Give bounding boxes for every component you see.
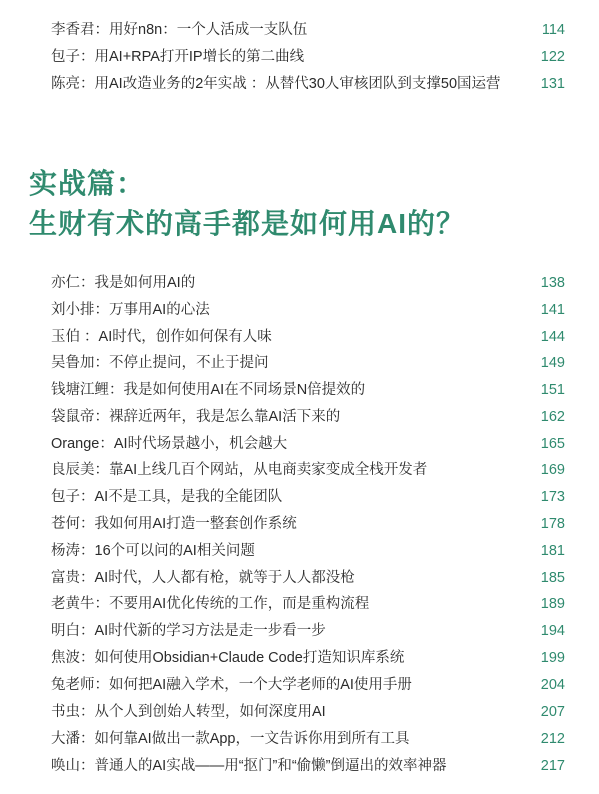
toc-entry-title: 明白：AI时代新的学习方法是走一步看一步 <box>51 623 326 639</box>
toc-entry-title: 杨涛：16个可以问的AI相关问题 <box>51 543 255 559</box>
toc-entry[interactable] <box>0 404 599 430</box>
toc-entry[interactable] <box>0 538 599 564</box>
toc-entry-page: 204 <box>540 677 565 693</box>
toc-entry-page: 114 <box>541 22 565 38</box>
toc-entry[interactable] <box>0 484 599 510</box>
toc-entry-title: 良辰美：靠AI上线几百个网站，从电商卖家变成全栈开发者 <box>51 462 428 478</box>
toc-entry[interactable] <box>0 565 599 591</box>
toc-entry-title: 苍何：我如何用AI打造一整套创作系统 <box>51 516 297 532</box>
toc-entry-page: 131 <box>540 76 565 92</box>
toc-entry-title: 亦仁：我是如何用AI的 <box>51 275 196 291</box>
toc-entry[interactable] <box>0 44 599 70</box>
toc-entry-page: 199 <box>540 650 565 666</box>
toc-entry[interactable] <box>0 71 599 97</box>
toc-entry-page: 212 <box>540 731 565 747</box>
toc-entry-page: 185 <box>540 570 565 586</box>
toc-entry[interactable] <box>0 591 599 617</box>
toc-entry-title: 玉伯 ：AI时代，创作如何保有人味 <box>51 329 272 345</box>
toc-entry-page: 144 <box>540 329 565 345</box>
toc-entry-title: 书虫：从个人到创始人转型，如何深度用AI <box>51 704 326 720</box>
toc-entry[interactable] <box>0 753 599 779</box>
section-heading-line1: 实战篇： <box>29 168 146 199</box>
toc-entry-page: 165 <box>540 436 565 452</box>
toc-entry-page: 189 <box>540 596 565 612</box>
toc-entry-title: 大潘：如何靠AI做出一款App，一文告诉你用到所有工具 <box>51 731 410 747</box>
toc-entry[interactable] <box>0 645 599 671</box>
toc-entry-title: Orange：AI时代场景越小，机会越大 <box>51 436 288 452</box>
toc-entry[interactable] <box>0 324 599 350</box>
section-heading-line2: 生财有术的高手都是如何用AI的？ <box>29 208 466 239</box>
toc-entry-title: 包子：AI不是工具，是我的全能团队 <box>51 489 283 505</box>
toc-entry-title: 吴鲁加：不停止提问，不止于提问 <box>51 355 269 371</box>
toc-entry-title: 陈亮：用AI改造业务的2年实战 ：从替代30人审核团队到支撑50国运营 <box>51 76 501 92</box>
toc-entry-page: 162 <box>540 409 565 425</box>
toc-entry-page: 138 <box>540 275 565 291</box>
toc-entry-title: 包子：用AI+RPA打开IP增长的第二曲线 <box>51 49 305 65</box>
toc-entry-page: 122 <box>540 49 565 65</box>
toc-entry[interactable] <box>0 17 599 43</box>
toc-entry-page: 141 <box>540 302 565 318</box>
toc-entry-title: 刘小排：万事用AI的心法 <box>51 302 210 318</box>
toc-entry-title: 袋鼠帝：裸辞近两年，我是怎么靠AI活下来的 <box>51 409 341 425</box>
toc-entry[interactable] <box>0 457 599 483</box>
toc-entry-title: 兔老师：如何把AI融入学术，一个大学老师的AI使用手册 <box>51 677 412 693</box>
toc-entry-title: 钱塘江鲤：我是如何使用AI在不同场景N倍提效的 <box>51 382 366 398</box>
toc-entry-title: 焦波：如何使用Obsidian+Claude Code打造知识库系统 <box>51 650 405 666</box>
toc-entry-page: 217 <box>540 758 565 774</box>
toc-entry[interactable] <box>0 511 599 537</box>
toc-entry-page: 207 <box>540 704 565 720</box>
toc-entry-page: 169 <box>540 462 565 478</box>
toc-entry-page: 178 <box>540 516 565 532</box>
toc-entry[interactable] <box>0 699 599 725</box>
toc-entry-title: 老黄牛：不要用AI优化传统的工作，而是重构流程 <box>51 596 370 612</box>
toc-entry-page: 149 <box>540 355 565 371</box>
toc-entry[interactable] <box>0 672 599 698</box>
toc-entry[interactable] <box>0 350 599 376</box>
toc-entry-title: 唤山：普通人的AI实战——用“抠门”和“偷懒”倒逼出的效率神器 <box>51 758 447 774</box>
toc-entry[interactable] <box>0 377 599 403</box>
toc-entry[interactable] <box>0 270 599 296</box>
toc-entry[interactable] <box>0 618 599 644</box>
toc-entry[interactable] <box>0 726 599 752</box>
toc-entry-title: 李香君：用好n8n：一个人活成一支队伍 <box>51 22 308 38</box>
toc-entry-title: 富贵：AI时代，人人都有枪，就等于人人都没枪 <box>51 570 355 586</box>
toc-entry-page: 181 <box>540 543 565 559</box>
toc-entry[interactable] <box>0 297 599 323</box>
toc-entry-page: 151 <box>540 382 565 398</box>
toc-entry[interactable] <box>0 431 599 457</box>
toc-entry-page: 194 <box>540 623 565 639</box>
toc-entry-page: 173 <box>540 489 565 505</box>
